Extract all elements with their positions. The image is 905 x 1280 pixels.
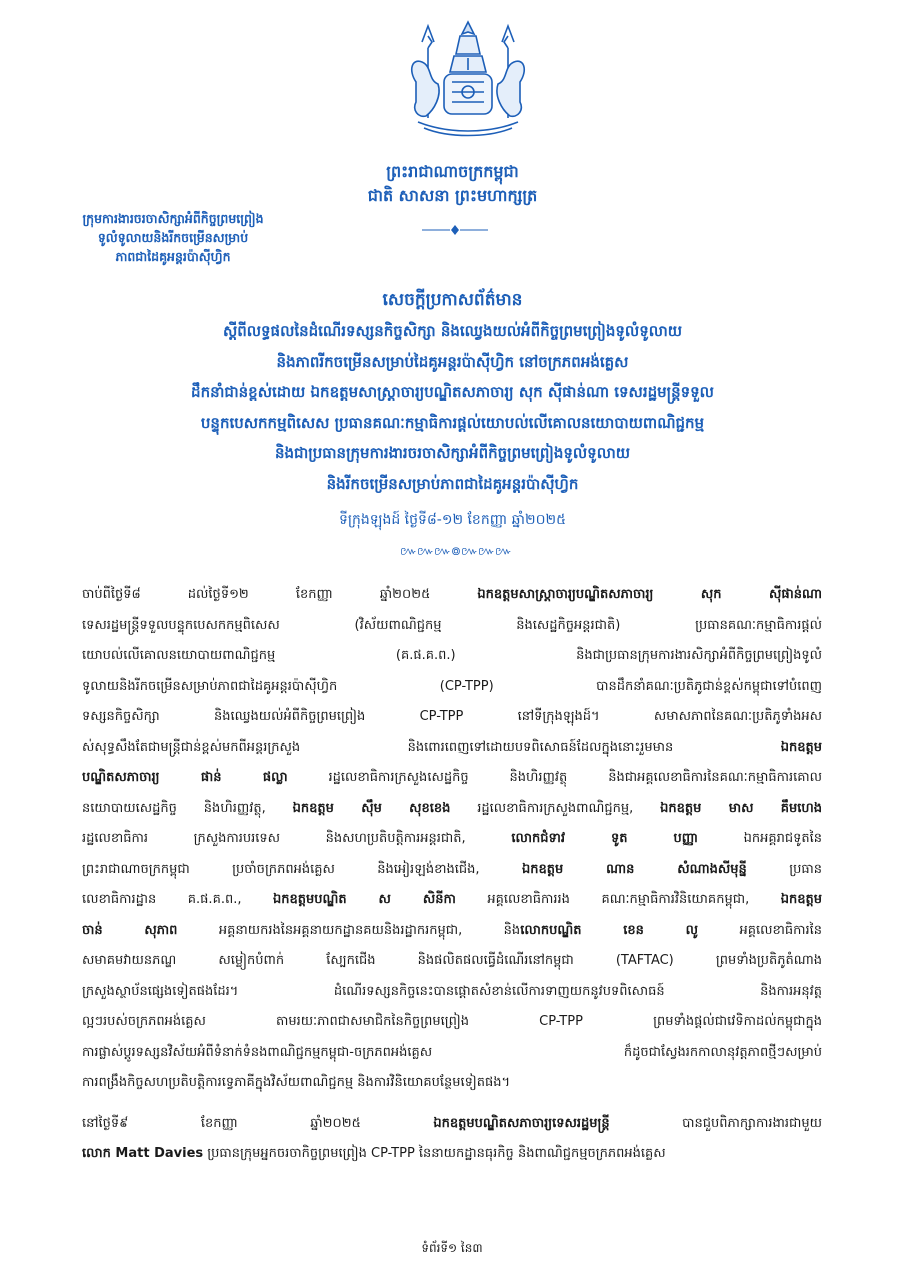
text-run: ល្អៗរបស់ចក្រភពអង់គ្លេស តាមរយៈភាពជាសមាជិកនៃកិច្ចព្រមព្រៀង CP-TPP ព្រមទាំងផ្តល់ជាវេទិកាដល់កម្ពុជាក្នុង [82, 1014, 822, 1029]
bold-name: បណ្ឌិតសភាចារ្យ ផាន់ ផល្លា [82, 770, 288, 785]
title-line: ដឹកនាំជាន់ខ្ពស់ដោយ ឯកឧត្តមសាស្ត្រាចារ្យបណ្ឌិតសភាចារ្យ សុក ស៊ីផាន់ណា ទេសរដ្ឋមន្ត្រីទទួល [191, 383, 714, 401]
text-run: រដ្ឋលេខាធិការក្រសួងសេដ្ឋកិច្ច និងហិរញ្ញវត្ថុ និងជាអគ្គលេខាធិការនៃគណៈកម្មាធិការគោល [287, 770, 822, 785]
text-run: ព្រះរាជាណាចក្រកម្ពុជា ប្រចាំចក្រភពអង់គ្លេស និងអៀរឡង់ខាងជើង, [82, 861, 523, 877]
press-release-title [60, 284, 845, 499]
ornament-divider-icon [420, 222, 490, 236]
bold-name: លោក Matt Davies [82, 1146, 204, 1161]
text-run: នៅថ្ងៃទី៩ ខែកញ្ញា ឆ្នាំ២០២៥ [82, 1115, 434, 1131]
body-text [82, 580, 822, 1170]
text-run: ស់សុទ្ធសឹងតែជាមន្ត្រីជាន់ខ្ពស់មកពីអន្តរក្រសួង និងពោរពេញទៅដោយបទពិសោធន៍ដែលក្នុងនោះរួមមាន [82, 739, 781, 755]
ornament-text: ៚៚៚៙៚៚៚ [400, 544, 512, 558]
paragraph-2 [82, 1109, 822, 1170]
bold-name: ឯកឧត្តម [780, 739, 822, 755]
title-line: និងជាប្រធានក្រុមការងារចរចាសិក្សាអំពីកិច្ចព្រមព្រៀងទូលំទូលាយ [274, 444, 631, 462]
bold-name: ឯកឧត្តមសាស្ត្រាចារ្យបណ្ឌិតសភាចារ្យ សុក ស៊ីផាន់ណា [477, 587, 822, 602]
body-line [82, 977, 822, 1008]
place-date: ទីក្រុងឡុងដ៍ ថ្ងៃទី៨-១២ ខែកញ្ញា ឆ្នាំ២០២៥ [338, 512, 567, 528]
text-run: អគ្គលេខាធិការនៃ [698, 922, 822, 938]
bold-name: ឯកឧត្តមបណ្ឌិត ស សិនីកា [273, 892, 456, 907]
page-number: ទំព័រទី១ នៃ៣ [421, 1241, 483, 1255]
bold-name: លោកបណ្ឌិត ខេន លូ [520, 922, 699, 938]
national-motto: ជាតិ សាសនា ព្រះមហាក្សត្រ [367, 186, 538, 205]
body-line [82, 916, 822, 947]
title-line: និងភាពរីកចម្រើនសម្រាប់ដៃគូអន្តរប៉ាស៊ីហ្វិក នៅចក្រភពអង់គ្លេស [276, 352, 629, 371]
title-line: និងរីកចម្រើនសម្រាប់ភាពជាដៃគូអន្តរប៉ាស៊ីហ្វិក [326, 474, 579, 493]
text-run: រដ្ឋលេខាធិការ ក្រសួងការបរទេស និងសហប្រតិបត្តិការអន្តរជាតិ, [82, 831, 512, 846]
body-line [82, 855, 822, 886]
royal-emblem-icon [388, 18, 548, 140]
text-run: នយោបាយសេដ្ឋកិច្ច និងហិរញ្ញវត្ថុ, [82, 800, 293, 816]
body-line [82, 763, 822, 794]
text-run: ឯកអគ្គរាជទូតនៃ [697, 831, 822, 846]
paragraph-1 [82, 580, 822, 1099]
body-line [82, 1068, 822, 1099]
committee-line: ក្រុមការងារចរចាសិក្សាអំពីកិច្ចព្រមព្រៀង [82, 211, 264, 226]
text-run: ទស្សនកិច្ចសិក្សា និងឈ្វេងយល់អំពីកិច្ចព្រមព្រៀង CP-TPP នៅទីក្រុងឡុងដ៍។ សមាសភាពនៃគណៈប្រតិភូទាំងអស [82, 709, 822, 724]
bold-name: លោកជំទាវ ទូត បញ្ញា [511, 831, 698, 846]
bold-name: ឯកឧត្តមបណ្ឌិតសភាចារ្យទេសរដ្ឋមន្ត្រី [433, 1115, 610, 1131]
title-line: ស្តីពីលទ្ធផលនៃដំណើរទស្សនកិច្ចសិក្សា និងឈ្វេងយល់អំពីកិច្ចព្រមព្រៀងទូលំទូលាយ [222, 322, 683, 340]
text-run: រដ្ឋលេខាធិការក្រសួងពាណិជ្ជកម្ម, [450, 800, 661, 816]
text-run: យោបល់លើគោលនយោបាយពាណិជ្ជកម្ម (គ.ផ.គ.ព.) និងជាប្រធានក្រុមការងារសិក្សាអំពីកិច្ចព្រមព្រៀងទូលំ [82, 648, 822, 663]
text-run: ប្រធានក្រុមអ្នកចរចាកិច្ចព្រមព្រៀង CP-TPP នៃនាយកដ្ឋានធុរកិច្ច និងពាណិជ្ជកម្មចក្រភពអង់គ្លេស [203, 1146, 666, 1161]
committee-line: ទូលំទូលាយនិងរីកចម្រើនសម្រាប់ [97, 230, 249, 245]
committee-header [38, 209, 308, 266]
kingdom-name: ព្រះរាជាណាចក្រកម្ពុជា [386, 162, 519, 181]
body-line [82, 824, 822, 855]
bold-name: ឯកឧត្តម ណាន សំណាងសីមុន្នី [522, 861, 747, 877]
body-line [82, 733, 822, 764]
body-line [82, 1139, 822, 1170]
text-run: លេខាធិការដ្ឋាន គ.ផ.គ.ព., [82, 892, 273, 907]
bold-name: ចាន់ សុភាព [82, 922, 178, 938]
body-line [82, 946, 822, 977]
body-line [82, 885, 822, 916]
body-line [82, 641, 822, 672]
body-line [82, 580, 822, 611]
text-run: ការពង្រឹងកិច្ចសហប្រតិបត្តិការទ្វេភាគីក្នុងវិស័យពាណិជ្ជកម្ម និងការវិនិយោគបន្ថែមទៀតផង។ [82, 1075, 511, 1090]
text-run: ក្រសួងស្ថាប័នផ្សេងទៀតផងដែរ។ ដំណើរទស្សនកិច្ចនេះបានផ្តោតសំខាន់លើការទាញយកនូវបទពិសោធន៍ និងការអនុវត្ត [82, 983, 822, 999]
body-line [82, 1007, 822, 1038]
body-line [82, 611, 822, 642]
text-run: ទេសរដ្ឋមន្ត្រីទទួលបន្ទុកបេសកកម្មពិសេស (វិស័យពាណិជ្ជកម្ម និងសេដ្ឋកិច្ចអន្តរជាតិ) ប្រធានគណៈកម្មាធិការផ្តល់ [82, 617, 822, 633]
body-line [82, 1038, 822, 1069]
bold-name: ឯកឧត្តម ស៊ឹម សុខខេង [292, 800, 451, 816]
document-heading: សេចក្តីប្រកាសព័ត៌មាន [382, 290, 523, 310]
committee-line: ភាពជាដៃគូអន្តរប៉ាស៊ីហ្វិក [115, 249, 231, 264]
text-run: ការផ្លាស់ប្តូរទស្សនវិស័យអំពីទំនាក់ទំនងពាណិជ្ជកម្មកម្ពុជា-ចក្រភពអង់គ្លេស ក៏ដូចជាស្វែងរកកាលានុវត្តភាពថ្មីៗសម្រាប់ [82, 1044, 822, 1060]
text-run: ទូលាយនិងរីកចម្រើនសម្រាប់ភាពជាដៃគូអន្តរប៉ាស៊ីហ្វិក (CP-TPP) បានដឹកនាំគណៈប្រតិភូជាន់ខ្ពស់កម្ពុជាទៅបំពេញ [82, 678, 822, 694]
body-line [82, 1109, 822, 1140]
kingdom-motto [330, 160, 575, 208]
body-line [82, 672, 822, 703]
body-line [82, 702, 822, 733]
bold-name: ឯកឧត្តម [780, 892, 822, 907]
bold-name: ឯកឧត្តម មាស គឹមហេង [660, 800, 822, 816]
text-run: ប្រធាន [746, 861, 822, 877]
body-line [82, 794, 822, 825]
text-run: ចាប់ពីថ្ងៃទី៨ ដល់ថ្ងៃទី១២ ខែកញ្ញា ឆ្នាំ២០២៥ [82, 587, 478, 602]
text-run: បានជួបពិភាក្សាការងារជាមួយ [609, 1115, 822, 1131]
text-run: សមាគមវាយនភណ្ឌ សម្លៀកបំពាក់ ស្បែកជើង និងផលិតផលធ្វើដំណើរនៅកម្ពុជា (TAFTAC) ព្រមទាំងប្រតិភូតំណាង [82, 953, 822, 968]
text-run: អគ្គនាយករងនៃអគ្គនាយកដ្ឋានគយនិងរដ្ឋាករកម្ពុជា, និង [177, 922, 521, 938]
text-run: អគ្គលេខាធិការរង គណៈកម្មាធិការវិនិយោគកម្ពុជា, [455, 892, 781, 907]
title-line: បន្ទុកបេសកកម្មពិសេស ប្រធានគណៈកម្មាធិការផ្តល់យោបល់លើគោលនយោបាយពាណិជ្ជកម្ម [200, 413, 705, 432]
